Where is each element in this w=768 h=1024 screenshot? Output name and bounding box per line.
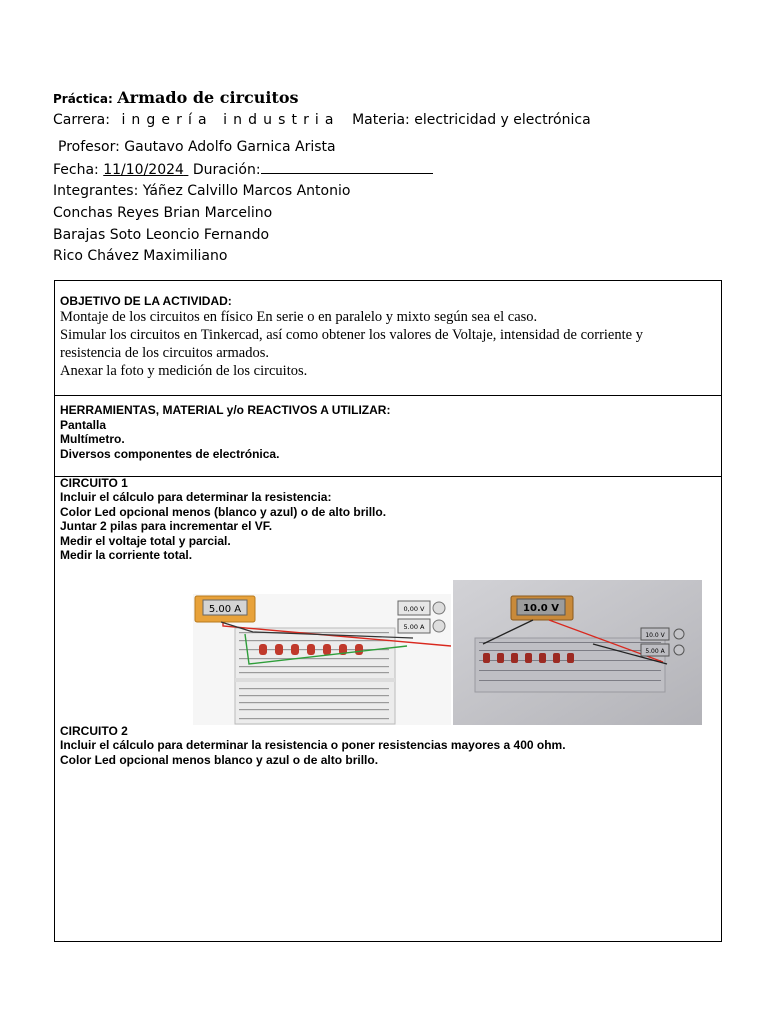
fecha-value: 11/10/2024 <box>103 162 184 178</box>
carrera-line <box>53 112 591 128</box>
integrantes-line <box>53 183 350 199</box>
circuito2-section <box>60 725 716 767</box>
practica-line <box>53 88 299 107</box>
supply-current-display: 5.00 A <box>208 604 242 615</box>
integrante-1: Yáñez Calvillo Marcos Antonio <box>142 183 351 199</box>
sim-voltage-readout: 0,00 V <box>403 605 425 613</box>
circuito1-line: Medir el voltaje total y parcial. <box>60 533 231 548</box>
integrante-2: Conchas Reyes Brian Marcelino <box>53 205 273 221</box>
fecha-line <box>53 161 433 178</box>
circuit-photo-image <box>453 580 702 725</box>
circuito1-title: CIRCUITO 1 <box>60 476 128 490</box>
objetivo-section <box>60 294 716 380</box>
photo-current-readout: 5.00 A <box>645 648 665 655</box>
objetivo-line: Montaje de los circuitos en físico En serie o en paralelo y mixto según sea el caso. <box>60 309 538 325</box>
materia-value: electricidad y electrónica <box>414 112 591 128</box>
objetivo-line: Anexar la foto y medición de los circuitos. <box>60 363 308 379</box>
fecha-label: Fecha: <box>53 162 99 178</box>
materia-label: Materia: <box>352 112 410 128</box>
herramienta-item: Pantalla <box>60 417 107 432</box>
objetivo-line: resistencia de los circuitos armados. <box>60 345 269 361</box>
circuito2-line: Color Led opcional menos blanco y azul o de alto brillo. <box>60 752 379 767</box>
objetivo-title: OBJETIVO DE LA ACTIVIDAD: <box>60 294 232 308</box>
circuito2-title: CIRCUITO 2 <box>60 724 128 738</box>
herramienta-item: Diversos componentes de electrónica. <box>60 446 280 461</box>
row-divider <box>55 395 721 396</box>
photo-voltage-display: 10.0 V <box>523 603 559 614</box>
integrante-4: Rico Chávez Maximiliano <box>53 248 228 264</box>
photo-voltage-readout: 10.0 V <box>645 632 665 639</box>
circuito1-line: Juntar 2 pilas para incrementar el VF. <box>60 519 273 533</box>
sim-current-readout: 5.00 A <box>403 623 425 631</box>
carrera-value: ingería industria <box>121 112 340 128</box>
breadboard-illustration <box>193 594 451 725</box>
circuito1-line: Color Led opcional menos (blanco y azul) o de alto brillo. <box>60 504 387 519</box>
profesor-line <box>58 139 336 155</box>
herramienta-item: Multímetro. <box>60 432 125 446</box>
integrantes-label: Integrantes: <box>53 183 139 199</box>
objetivo-line: Simular los circuitos en Tinkercad, así como obtener los valores de Voltaje, intensidad de corriente y <box>60 327 643 343</box>
duracion-label: Duración: <box>192 162 261 178</box>
activity-table <box>54 280 722 942</box>
circuito1-line: Medir la corriente total. <box>60 548 193 562</box>
carrera-label: Carrera: <box>53 112 110 128</box>
duracion-blank <box>261 161 433 174</box>
practica-title: Armado de circuitos <box>117 88 299 107</box>
circuito1-section <box>60 477 716 563</box>
circuito1-line: Incluir el cálculo para determinar la resistencia: <box>60 490 332 504</box>
profesor-value: Gautavo Adolfo Garnica Arista <box>124 139 336 155</box>
photo-illustration <box>453 580 702 725</box>
tinkercad-simulation-image <box>193 594 451 725</box>
herramientas-section <box>60 403 716 461</box>
integrante-3: Barajas Soto Leoncio Fernando <box>53 227 270 243</box>
profesor-label: Profesor: <box>58 139 120 155</box>
circuito2-line: Incluir el cálculo para determinar la resistencia o poner resistencias mayores a 400 ohm. <box>60 738 566 752</box>
herramientas-title: HERRAMIENTAS, MATERIAL y/o REACTIVOS A UTILIZAR: <box>60 403 391 417</box>
practica-label: Práctica: <box>53 92 113 106</box>
